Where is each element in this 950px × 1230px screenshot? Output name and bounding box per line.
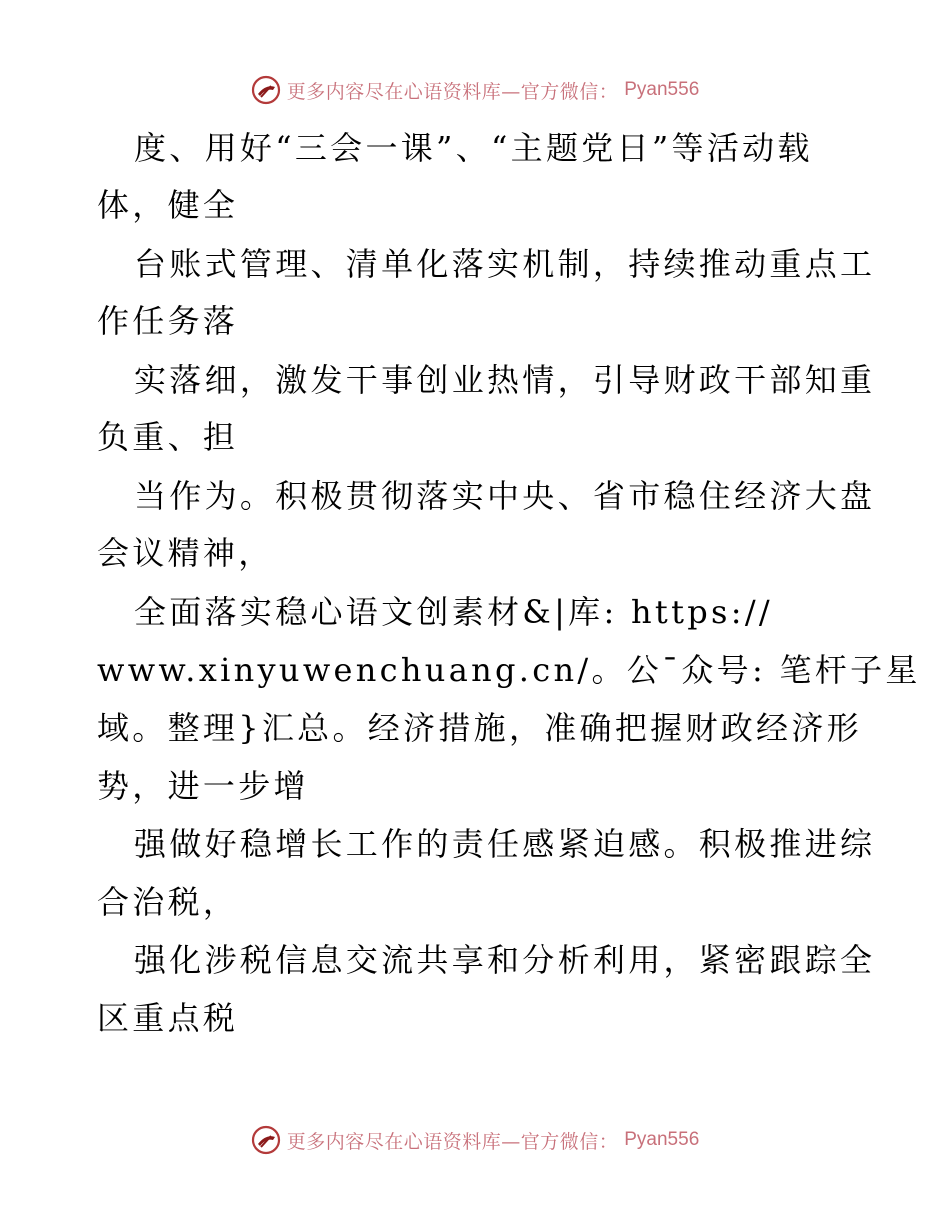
text-line: 强化涉税信息交流共享和分析利用，紧密跟踪全 [134,941,876,979]
text-line: 负重、担 [97,418,239,456]
text-line: 体，健全 [97,186,239,224]
header-banner [0,70,950,110]
text-line: 当作为。积极贯彻落实中央、省市稳住经济大盘 [134,477,876,515]
book-logo-icon [251,75,281,105]
text-line: 区重点税 [97,999,239,1037]
text-line: 会议精神， [97,534,274,572]
text-line: 域。整理}汇总。经济措施，准确把握财政经济形 [97,709,862,747]
footer-banner-text: 更多内容尽在心语资料库—官方微信： [286,1130,619,1153]
header-wechat-id: Pyan556 [624,79,700,100]
footer-banner [0,1120,950,1160]
footer-wechat-id: Pyan556 [624,1129,700,1150]
text-line: 势，进一步增 [97,767,309,805]
book-logo-icon [251,1125,281,1155]
text-line: www.xinyuwenchuang.cn/。公¯众号: 笔杆子星 [97,651,921,689]
text-line: 全面落实稳心语文创素材&|库: https:// [134,593,773,631]
text-line: 实落细，激发干事创业热情，引导财政干部知重 [134,361,876,399]
text-line: 作任务落 [97,302,239,340]
text-line: 合治税， [97,883,239,921]
text-line: 度、用好“三会一课”、“主题党日”等活动载 [134,129,813,167]
text-line: 台账式管理、清单化落实机制，持续推动重点工 [134,245,876,283]
header-banner-text: 更多内容尽在心语资料库—官方微信： [286,80,619,103]
text-line: 强做好稳增长工作的责任感紧迫感。积极推进综 [134,825,876,863]
